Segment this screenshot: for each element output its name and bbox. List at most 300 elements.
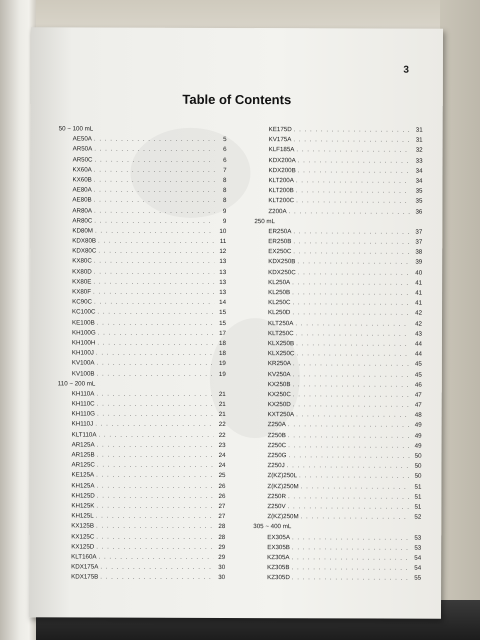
toc-entry-page: 31: [415, 136, 423, 144]
toc-entry: [253, 482, 421, 493]
toc-entry-name: 250 mL: [254, 217, 276, 225]
toc-entry-page: 54: [414, 564, 422, 572]
toc-entry-page: 48: [414, 411, 422, 419]
toc-entry: [58, 389, 226, 400]
dot-leader: [298, 268, 411, 279]
toc-entry-name: AR125B: [71, 451, 95, 459]
toc-entry-page: 47: [414, 391, 422, 399]
toc-entry: [58, 450, 226, 461]
toc-entry-page: 15: [219, 309, 227, 317]
toc-entry-name: Z250A: [267, 421, 286, 429]
page-title: Table of Contents: [182, 91, 292, 108]
toc-entry-name: Z250V: [267, 503, 286, 511]
toc-entry-page: 10: [219, 227, 227, 235]
toc-entry-page: 53: [414, 534, 422, 542]
dot-leader: [293, 237, 410, 248]
toc-entry: [254, 380, 422, 391]
toc-entry-page: 46: [414, 381, 422, 389]
toc-entry-page: 40: [415, 269, 423, 277]
toc-entry: [254, 349, 422, 360]
dot-leader: [293, 390, 410, 401]
toc-entry-page: 21: [218, 411, 226, 419]
toc-entry: [255, 145, 423, 156]
toc-entry: [255, 156, 423, 167]
toc-entry-page: 32: [415, 147, 423, 155]
toc-entry-name: KX60B: [72, 176, 92, 184]
dot-leader: [97, 491, 214, 502]
toc-entry-page: 41: [415, 289, 423, 297]
toc-entry-name: KV100B: [71, 369, 95, 378]
dot-leader: [289, 207, 411, 218]
dot-leader: [288, 441, 409, 452]
toc-entry: [59, 155, 227, 166]
toc-entry-name: EX250C: [268, 248, 292, 256]
toc-entry: [254, 227, 422, 238]
dot-leader: [97, 410, 214, 421]
toc-entry-name: AE50A: [72, 135, 92, 143]
dot-leader: [296, 186, 411, 197]
toc-entry-page: 26: [218, 482, 226, 490]
toc-entry-page: 51: [414, 503, 422, 511]
toc-entry-page: 27: [218, 513, 226, 521]
toc-entry: [58, 287, 226, 298]
toc-entry-name: KLT200B: [268, 187, 294, 195]
toc-entry: [253, 492, 421, 503]
toc-entry-name: KLX250C: [267, 350, 295, 358]
toc-entry-name: KX60A: [72, 166, 92, 174]
toc-entry: [254, 390, 422, 401]
toc-entry-page: 28: [218, 523, 226, 531]
dot-leader: [297, 258, 410, 269]
toc-entry-name: KLT200C: [268, 197, 295, 205]
toc-entry-name: Z(KZ)250L: [267, 472, 298, 480]
toc-entry-page: 38: [415, 248, 423, 256]
dot-leader: [295, 319, 410, 330]
toc-entry: [254, 278, 422, 289]
dot-leader: [94, 196, 215, 207]
toc-entry-name: KX80D: [72, 268, 92, 276]
toc-entry-name: KLX250B: [267, 340, 295, 348]
toc-entry: [254, 196, 422, 207]
toc-entry-name: KL250B: [268, 289, 291, 297]
toc-entry-name: KLT160A: [71, 553, 97, 561]
dot-leader: [94, 206, 214, 217]
dot-leader: [97, 338, 214, 349]
toc-entry-name: KC90C: [72, 298, 93, 306]
toc-entry-name: KV175A: [268, 136, 292, 144]
dot-leader: [298, 156, 411, 167]
dot-leader: [288, 431, 410, 442]
toc-entry-name: KX125D: [71, 543, 95, 551]
toc-entry: [58, 175, 226, 186]
toc-entry: [59, 165, 227, 176]
toc-entry-page: 45: [414, 371, 422, 379]
dot-leader: [296, 146, 410, 157]
toc-entry-name: KV250A: [267, 370, 291, 378]
toc-entry: [253, 533, 421, 544]
toc-entry-name: KX250D: [267, 401, 291, 409]
toc-column-left: [57, 124, 227, 583]
toc-entry-page: 51: [414, 493, 422, 501]
toc-entry-page: 50: [414, 452, 422, 460]
toc-entry-page: 22: [218, 421, 226, 429]
toc-entry-page: 44: [415, 340, 422, 348]
toc-entry-page: 41: [415, 299, 423, 307]
toc-entry-name: KH125L: [71, 512, 94, 520]
toc-entry-page: 30: [218, 574, 226, 582]
toc-entry: [58, 206, 226, 217]
dot-leader: [94, 186, 215, 197]
toc-entry-name: KX80E: [72, 278, 92, 286]
dot-leader: [293, 247, 410, 258]
toc-entry: [57, 573, 225, 584]
toc-entry-name: KH125A: [71, 481, 95, 490]
toc-entry: [57, 491, 225, 502]
toc-entry: [58, 186, 226, 197]
dot-leader: [96, 542, 213, 553]
toc-entry-page: 19: [218, 360, 226, 368]
toc-entry-name: KDX200B: [268, 166, 296, 174]
toc-entry: [254, 329, 422, 340]
toc-entry-name: KX250C: [267, 390, 291, 399]
toc-entry: [253, 563, 421, 574]
toc-entry: [254, 176, 422, 187]
toc-entry: [253, 471, 421, 482]
toc-entry-page: 34: [415, 167, 423, 175]
toc-entry-name: KLT250A: [267, 319, 294, 327]
toc-entry: [253, 573, 421, 584]
toc-entry-page: 6: [223, 156, 227, 164]
toc-entry-name: Z(KZ)250M: [267, 513, 299, 521]
dot-leader: [98, 328, 214, 339]
toc-entry-page: 45: [414, 360, 422, 368]
toc-entry-page: 44: [414, 350, 422, 358]
dot-leader: [292, 573, 409, 584]
toc-entry-name: KL250C: [268, 299, 291, 307]
toc-entry: [58, 226, 226, 237]
toc-entry-name: KX80F: [72, 288, 92, 296]
toc-entry-page: 30: [218, 564, 226, 572]
toc-entry: [254, 207, 422, 218]
dot-leader: [293, 227, 410, 238]
toc-entry-page: 17: [219, 329, 226, 337]
toc-entry-page: 34: [415, 177, 423, 185]
toc-entry: [58, 399, 226, 410]
toc-entry: [57, 552, 225, 563]
toc-entry: [254, 247, 422, 258]
toc-entry: [58, 257, 226, 268]
toc-entry: [58, 236, 226, 247]
toc-entry-name: KX125C: [71, 532, 95, 541]
toc-entry: [58, 359, 226, 370]
toc-entry-page: 11: [219, 238, 227, 246]
toc-entry: [57, 461, 225, 472]
toc-entry-page: 24: [218, 462, 226, 470]
dot-leader: [93, 288, 214, 299]
toc-entry: [58, 196, 226, 207]
dot-leader: [97, 308, 214, 319]
dot-leader: [94, 267, 214, 278]
toc-entry-name: KR250A: [267, 360, 291, 368]
toc-entry-page: 25: [218, 472, 226, 480]
toc-entry-page: 31: [415, 126, 423, 134]
dot-leader: [95, 420, 213, 431]
toc-entry-page: 13: [219, 258, 227, 266]
toc-entry-page: 19: [218, 370, 226, 378]
toc-entry-name: KL250D: [268, 309, 291, 317]
toc-entry-page: 49: [414, 442, 422, 450]
toc-entry-page: 28: [218, 533, 226, 541]
toc-entry-page: 29: [218, 553, 226, 561]
dot-leader: [287, 461, 410, 472]
dot-leader: [301, 482, 410, 493]
dot-leader: [96, 481, 213, 492]
toc-entry-name: KH110G: [71, 410, 95, 418]
toc-entry-page: 39: [415, 259, 423, 267]
toc-entry: [58, 430, 226, 441]
toc-entry-page: 14: [219, 299, 227, 307]
dot-leader: [93, 277, 214, 288]
toc-entry-page: 12: [219, 248, 227, 256]
toc-entry-page: 24: [218, 451, 226, 459]
toc-entry-name: KC100C: [72, 308, 96, 316]
toc-entry-name: Z(KZ)250M: [267, 482, 299, 490]
toc-entry-page: 36: [415, 208, 423, 216]
toc-entry-page: 26: [218, 492, 226, 500]
toc-entry-page: 8: [223, 176, 227, 184]
dot-leader: [94, 165, 215, 176]
toc-entry-page: 42: [415, 310, 423, 318]
dot-leader: [292, 553, 410, 564]
toc-entry: [255, 135, 423, 146]
dot-leader: [97, 369, 214, 380]
toc-entry: [57, 532, 225, 543]
toc-entry-page: 51: [414, 483, 422, 491]
dot-leader: [95, 226, 214, 237]
toc-entry-page: 37: [415, 238, 423, 246]
dot-leader: [291, 563, 409, 574]
toc-entry: [254, 410, 422, 421]
toc-entry: [58, 420, 226, 431]
toc-entry-name: EX305B: [267, 543, 290, 551]
toc-entry-page: 49: [414, 422, 422, 430]
dot-leader: [293, 370, 410, 381]
toc-entry-name: AR125A: [71, 441, 95, 449]
toc-entry-name: AR50C: [72, 155, 93, 164]
toc-entry-name: KL250A: [268, 278, 291, 287]
toc-entry-page: 8: [222, 187, 227, 195]
toc-entry: [254, 451, 422, 462]
dot-leader: [292, 543, 409, 554]
toc-entry-name: KH110A: [71, 390, 95, 398]
toc-entry-name: KE175D: [268, 126, 292, 134]
dot-leader: [98, 430, 213, 441]
toc-entry: [59, 135, 227, 146]
toc-entry: [57, 522, 225, 533]
dot-leader: [96, 389, 213, 400]
toc-entry: [254, 288, 422, 299]
toc-section-heading: [59, 124, 227, 135]
toc-entry-page: 21: [218, 401, 226, 409]
dot-leader: [294, 125, 411, 136]
toc-entry-name: AE80A: [72, 186, 92, 194]
dot-leader: [296, 410, 410, 421]
toc-entry: [254, 420, 422, 431]
toc-entry-name: KH110C: [71, 400, 95, 408]
toc-entry-name: KLT250C: [267, 329, 294, 337]
dot-leader: [292, 309, 410, 320]
dot-leader: [98, 247, 214, 258]
toc-entry-page: 18: [219, 339, 226, 347]
dot-leader: [293, 400, 410, 411]
toc-entry-page: 41: [415, 279, 423, 287]
toc-entry-page: 9: [222, 217, 227, 225]
dot-leader: [292, 380, 409, 391]
toc-entry-name: KDX80C: [72, 247, 97, 255]
toc-entry-page: 13: [219, 268, 227, 276]
toc-entry-page: 13: [219, 278, 227, 286]
toc-entry: [254, 237, 422, 248]
toc-entry-name: AR80C: [72, 217, 93, 225]
toc-entry-name: Z250R: [267, 492, 286, 500]
toc-entry-name: 110 ~ 200 mL: [57, 380, 96, 388]
toc-entry: [254, 319, 422, 330]
toc-entry-name: KDX250C: [268, 268, 296, 276]
toc-entry: [253, 543, 421, 554]
toc-entry: [58, 298, 226, 309]
dot-leader: [97, 440, 214, 451]
toc-section-heading: [254, 217, 422, 228]
toc-entry: [253, 512, 421, 523]
dot-leader: [292, 278, 410, 289]
toc-entry: [58, 216, 226, 227]
toc-entry-name: AR80A: [72, 206, 93, 214]
toc-entry-name: KDX175A: [71, 563, 99, 571]
dot-leader: [100, 573, 213, 584]
dot-leader: [98, 237, 214, 248]
dot-leader: [288, 451, 409, 462]
dot-leader: [292, 533, 409, 544]
toc-entry-name: Z250J: [267, 462, 285, 470]
toc-entry-name: AR125C: [71, 461, 95, 469]
toc-entry-name: KH100G: [71, 329, 96, 337]
dot-leader: [94, 175, 215, 186]
toc-entry-page: 9: [222, 207, 227, 215]
toc-entry: [58, 440, 226, 451]
dot-leader: [97, 461, 214, 472]
toc-entry-name: Z250G: [267, 452, 287, 460]
manual-page: [29, 27, 443, 618]
toc-entry-name: KLF185A: [268, 146, 295, 154]
toc-entry: [255, 166, 423, 177]
dot-leader: [94, 216, 214, 227]
toc-entry-name: KDX175B: [71, 573, 99, 581]
toc-entry-name: KV100A: [71, 359, 95, 367]
dot-leader: [296, 339, 410, 350]
dot-leader: [96, 501, 213, 512]
toc-entry-page: 50: [414, 472, 422, 481]
toc-entry: [58, 328, 226, 339]
toc-entry: [253, 502, 421, 513]
toc-entry: [254, 441, 422, 452]
toc-section-heading: [58, 379, 226, 390]
toc-entry-page: 13: [219, 288, 227, 296]
toc-entry: [58, 318, 226, 329]
toc-entry: [254, 359, 422, 370]
toc-entry-page: 22: [218, 431, 226, 439]
toc-entry-name: KZ305A: [267, 553, 290, 562]
toc-entry: [254, 431, 422, 442]
toc-entry-name: KE100B: [71, 318, 95, 327]
dot-leader: [296, 329, 410, 340]
toc-entry-page: 52: [414, 513, 422, 521]
toc-entry-page: 18: [218, 350, 226, 358]
toc-entry-name: Z200A: [268, 207, 287, 215]
toc-entry-page: 29: [218, 543, 226, 551]
background-right: [440, 0, 480, 640]
toc-entry-name: AE80B: [72, 196, 92, 204]
toc-entry-page: 23: [218, 441, 226, 449]
toc-entry: [253, 461, 421, 472]
toc-entry-page: 37: [415, 228, 423, 236]
toc-entry-name: ER250B: [268, 238, 292, 246]
toc-entry: [254, 186, 422, 197]
dot-leader: [288, 492, 409, 503]
toc-entry-name: KLT200A: [268, 177, 294, 185]
toc-entry-page: 42: [415, 320, 423, 328]
toc-entry-page: 55: [414, 574, 422, 582]
toc-entry-name: KD80M: [72, 227, 93, 235]
toc-entry-name: AR50A: [72, 145, 93, 153]
dot-leader: [296, 176, 411, 187]
toc-entry-name: KX80C: [72, 257, 92, 265]
dot-leader: [97, 451, 214, 462]
toc-entry-name: KZ305D: [267, 574, 290, 582]
toc-entry-name: KXT250A: [267, 411, 295, 419]
toc-entry: [57, 481, 225, 492]
dot-leader: [301, 512, 410, 523]
toc-entry-name: KZ305B: [267, 564, 290, 572]
dot-leader: [296, 349, 410, 360]
toc-entry-name: ER250A: [268, 227, 292, 236]
dot-leader: [299, 472, 409, 483]
toc-entry: [253, 553, 421, 564]
toc-entry-name: KX125B: [71, 522, 95, 530]
dot-leader: [296, 197, 410, 208]
dot-leader: [94, 298, 214, 309]
dot-leader: [97, 359, 214, 370]
toc-entry-page: 35: [415, 197, 423, 205]
toc-section-heading: [253, 522, 421, 533]
dot-leader: [96, 522, 213, 533]
dot-leader: [96, 471, 213, 482]
toc-entry-name: Z250C: [267, 441, 287, 449]
dot-leader: [96, 349, 214, 360]
toc-entry: [57, 471, 225, 482]
toc-entry-page: 47: [414, 401, 422, 409]
toc-entry: [255, 125, 423, 136]
toc-entry: [58, 369, 226, 380]
toc-column-right: [253, 125, 423, 584]
toc-entry-page: 53: [414, 544, 422, 552]
toc-entry-name: KH125D: [71, 492, 95, 500]
toc-entry: [57, 562, 225, 573]
toc-entry-page: 6: [223, 146, 227, 154]
toc-entry: [57, 542, 225, 553]
toc-entry: [254, 339, 422, 350]
toc-entry-page: 27: [218, 502, 226, 510]
toc-entry-name: KE125A: [71, 471, 95, 479]
